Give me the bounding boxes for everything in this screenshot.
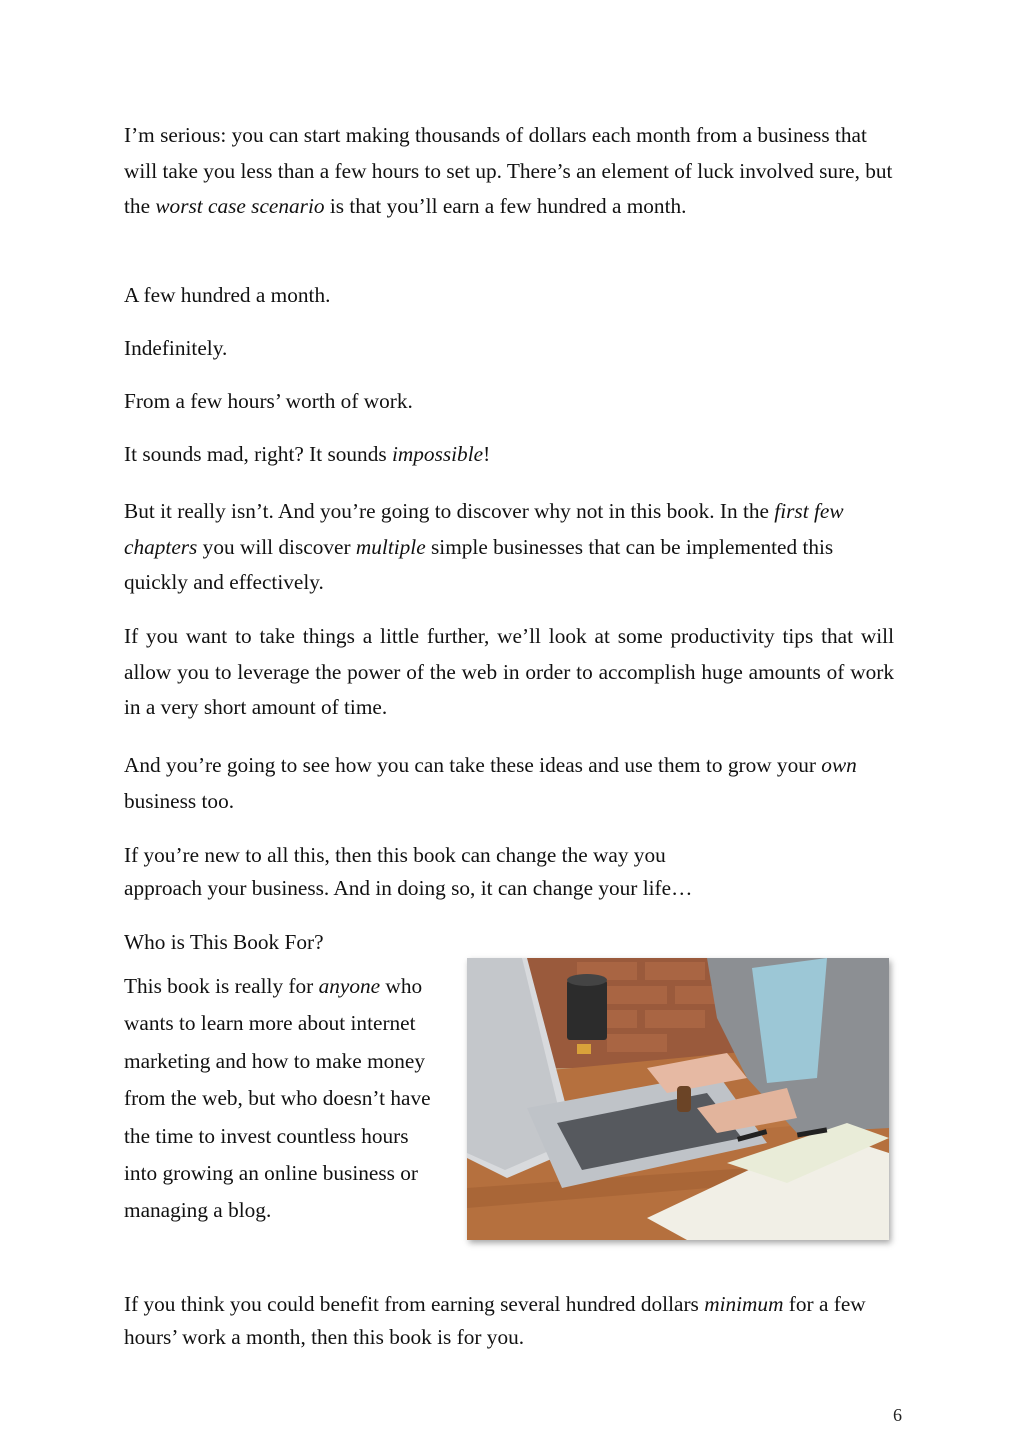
paragraph-benefit: If you think you could benefit from earning several hundred dollars minimum for a few hours’ work a month, then this book is for you. (124, 1292, 866, 1349)
paragraph-grow-own: And you’re going to see how you can take these ideas and use them to grow your own business too. (124, 753, 857, 813)
emphasis-worst-case: worst case scenario (155, 194, 325, 219)
paragraph-productivity: If you want to take things a little further, we’ll look at some productivity tips that will allow you to leverage the power of the web in order to accomplish huge amounts of work in a very short amount of time. (124, 624, 894, 720)
paragraph-indefinitely: Indefinitely. (124, 336, 228, 360)
emphasis-minimum: minimum (704, 1292, 784, 1316)
paragraph-new-to-this: If you’re new to all this, then this book can change the way you approach your business. And in doing so, it can change your life… (124, 843, 693, 900)
paragraph-who-for: This book is really for anyone who wants to learn more about internet marketing and how to make money from the web, but who doesn’t have the time to invest countless hours into growing an online business or managing a blog. (124, 974, 431, 1223)
section-heading: Who is This Book For? (124, 930, 324, 954)
paragraph-few-hours: From a few hours’ worth of work. (124, 389, 413, 413)
paragraph-intro: I’m serious: you can start making thousands of dollars each month from a business that will take you less than a few hours to set up. There’s an element of luck involved sure, but the worst case scenario is that you’ll earn a few hundred a month. (124, 123, 893, 219)
emphasis-multiple: multiple (355, 534, 426, 559)
emphasis-own: own (821, 753, 857, 777)
emphasis-first-few-chapters: first few chapters (124, 499, 844, 559)
page-number: 6 (893, 1405, 902, 1425)
paragraph-sounds-mad: It sounds mad, right? It sounds impossible! (124, 442, 491, 466)
emphasis-impossible: impossible (391, 442, 484, 466)
emphasis-anyone: anyone (318, 974, 381, 998)
laptop-photo (467, 958, 889, 1240)
paragraph-few-hundred: A few hundred a month. (124, 283, 331, 307)
paragraph-really-isnt: But it really isn’t. And you’re going to discover why not in this book. In the first few chapters you will discover multiple simple businesses that can be implemented this quickly and effectively. (124, 499, 844, 595)
